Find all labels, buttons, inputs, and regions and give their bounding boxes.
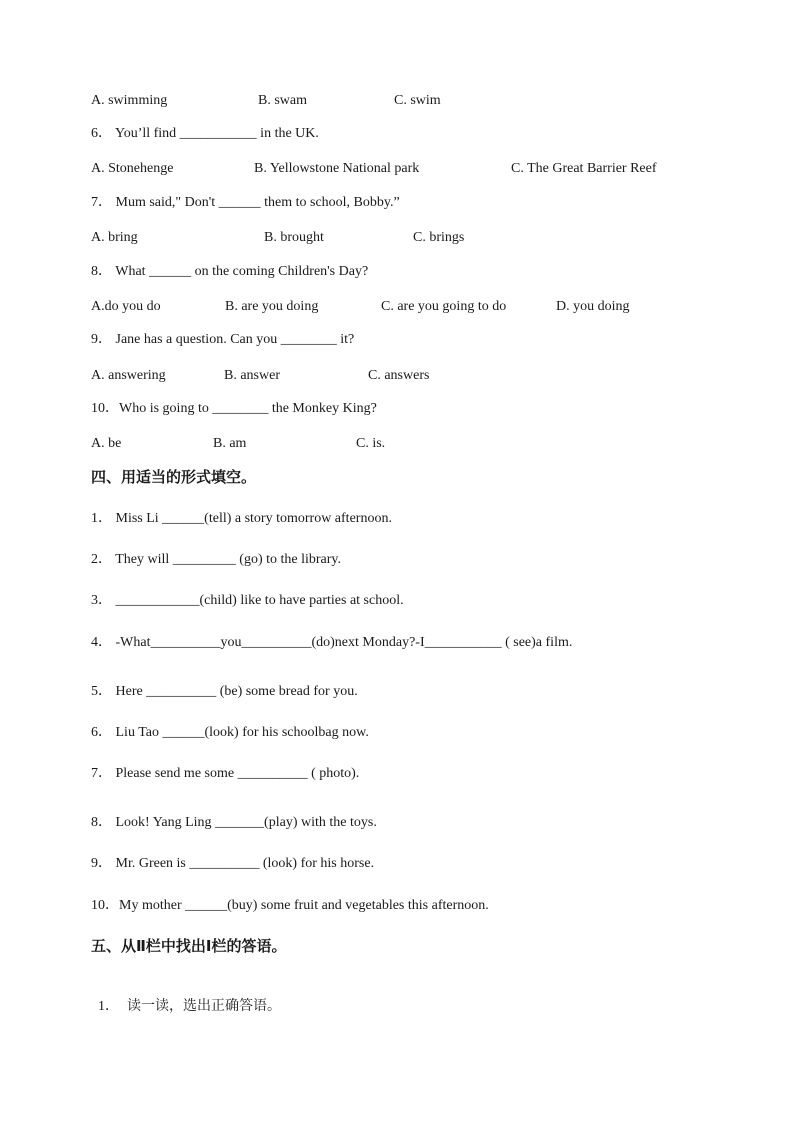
question-7: 7． Mum said," Don't ______ them to school, Bobby.” — [91, 195, 400, 210]
option-d: D. you doing — [556, 299, 630, 314]
option-c: C. The Great Barrier Reef — [511, 161, 657, 176]
matching-item-instruction: 读一读，选出正确答语。 — [127, 998, 281, 1014]
question-9: 9． Jane has a question. Can you ________ it? — [91, 332, 355, 347]
option-b: B. swam — [258, 93, 307, 108]
fill-in-item-10: 10．My mother ______(buy) some fruit and vegetables this afternoon. — [91, 898, 489, 913]
option-b: B. are you doing — [225, 299, 319, 314]
fill-in-item-2: 2． They will _________ (go) to the library. — [91, 552, 342, 567]
fill-in-item-7: 7． Please send me some __________ ( photo). — [91, 766, 360, 781]
option-a: A. be — [91, 436, 122, 451]
question-10: 10．Who is going to ________ the Monkey King? — [91, 401, 377, 416]
fill-in-item-5: 5． Here __________ (be) some bread for you. — [91, 684, 358, 699]
question-8: 8． What ______ on the coming Children's Day? — [91, 264, 369, 279]
option-a: A.do you do — [91, 299, 161, 314]
matching-item-1 — [91, 979, 281, 1016]
option-b: B. answer — [224, 368, 280, 383]
option-a: A. Stonehenge — [91, 161, 174, 176]
option-c: C. are you going to do — [381, 299, 507, 314]
fill-in-item-1: 1． Miss Li ______(tell) a story tomorrow afternoon. — [91, 511, 392, 526]
fill-in-item-4: 4． -What__________you__________(do)next Monday?-I___________ ( see)a film. — [91, 635, 573, 650]
option-c: C. is. — [356, 436, 386, 451]
q6-options — [91, 160, 711, 178]
option-c: C. swim — [394, 93, 441, 108]
section-heading-matching: 五、从Ⅱ栏中找出Ⅰ栏的答语。 — [91, 937, 287, 955]
option-a: A. bring — [91, 230, 138, 245]
fill-in-item-8: 8． Look! Yang Ling _______(play) with the toys. — [91, 815, 377, 830]
option-a: A. swimming — [91, 93, 168, 108]
option-c: C. brings — [413, 230, 465, 245]
section-heading-fill-in: 四、用适当的形式填空。 — [91, 468, 257, 486]
q7-options — [91, 229, 691, 247]
question-6: 6． You’ll find ___________ in the UK. — [91, 126, 319, 141]
option-c: C. answers — [368, 368, 430, 383]
q5-options — [91, 92, 691, 110]
fill-in-item-3: 3． ____________(child) like to have parties at school. — [91, 593, 404, 608]
q9-options — [91, 367, 691, 385]
fill-in-item-9: 9． Mr. Green is __________ (look) for his horse. — [91, 856, 375, 871]
option-a: A. answering — [91, 368, 166, 383]
option-b: B. am — [213, 436, 247, 451]
fill-in-item-6: 6． Liu Tao ______(look) for his schoolbag now. — [91, 725, 369, 740]
q8-options — [91, 298, 711, 316]
option-b: B. Yellowstone National park — [254, 161, 420, 176]
q10-options — [91, 435, 691, 453]
option-b: B. brought — [264, 230, 324, 245]
matching-item-number: 1． — [98, 999, 119, 1014]
